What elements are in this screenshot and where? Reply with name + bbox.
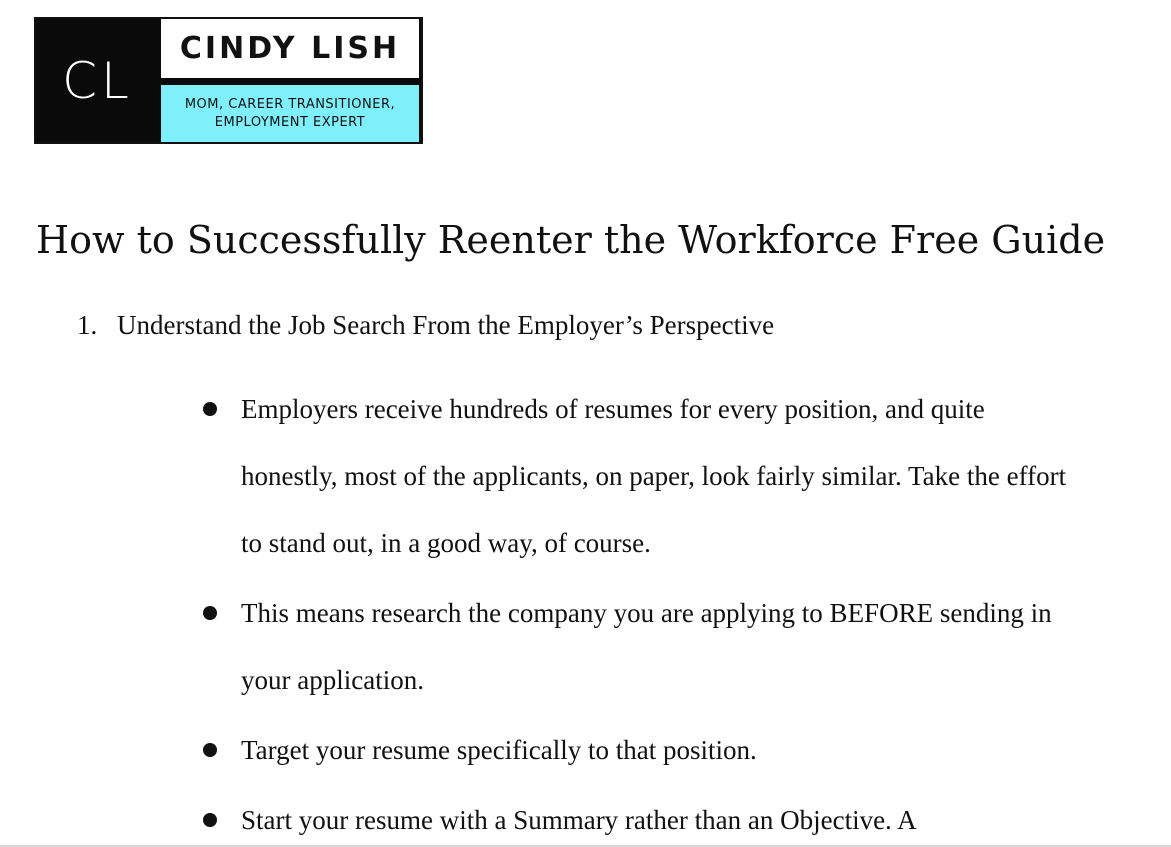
bullet-text: Target your resume specifically to that position. xyxy=(241,735,757,765)
bullet-text: Employers receive hundreds of resumes for every position, and quite honestly, most of the applicants, on paper, look fairly similar. Take the effort to stand out, in a good way, of course. xyxy=(241,394,1067,558)
bullet-item xyxy=(200,580,1080,714)
document-title: How to Successfully Reenter the Workforce Free Guide xyxy=(36,218,1106,262)
bullet-item xyxy=(200,376,1080,577)
brand-logo xyxy=(34,17,423,144)
logo-tagline-line2: EMPLOYMENT EXPERT xyxy=(214,114,366,130)
logo-name: CINDY LISH xyxy=(161,19,419,78)
step-number: 1. xyxy=(77,310,98,340)
step-heading-text: Understand the Job Search From the Employer’s Perspective xyxy=(117,310,775,340)
bullet-dot-icon xyxy=(203,743,217,757)
bullet-item xyxy=(200,717,1080,784)
logo-tagline xyxy=(161,85,419,142)
bullet-text: Start your resume with a Summary rather than an Objective. A xyxy=(241,805,917,835)
bullet-dot-icon xyxy=(203,813,217,827)
logo-monogram: CL xyxy=(62,51,133,110)
bullet-list xyxy=(200,376,1080,847)
step-heading xyxy=(77,310,774,341)
bullet-dot-icon xyxy=(203,606,217,620)
bullet-text: This means research the company you are applying to BEFORE sending in your application. xyxy=(241,598,1052,695)
bullet-item xyxy=(200,787,1080,847)
bullet-dot-icon xyxy=(203,402,217,416)
logo-tagline-line1: MOM, CAREER TRANSITIONER, xyxy=(184,96,396,112)
